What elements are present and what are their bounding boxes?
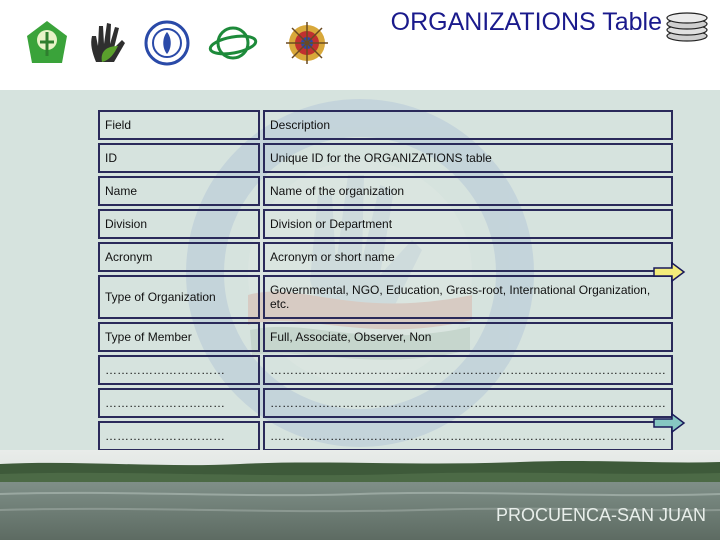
field-cell: ID <box>98 143 260 173</box>
description-cell: Acronym or short name <box>263 242 673 272</box>
description-cell: Governmental, NGO, Education, Grass-root, International Organization, etc. <box>263 275 673 319</box>
table-row <box>98 275 673 319</box>
landscape-photo <box>0 450 720 540</box>
description-cell: Name of the organization <box>263 176 673 206</box>
field-cell: Type of Organization <box>98 275 260 319</box>
table-row <box>98 322 673 352</box>
table-row <box>98 176 673 206</box>
footer-brand-text: PROCUENCA-SAN JUAN <box>495 505 706 525</box>
placeholder-description-cell: ……………………………………………………………………………………… <box>263 388 673 418</box>
right-arrow-icon[interactable] <box>652 262 686 282</box>
placeholder-description-cell: ……………………………………………………………………………………… <box>263 355 673 385</box>
description-cell: Unique ID for the ORGANIZATIONS table <box>263 143 673 173</box>
database-stack-icon <box>664 10 710 42</box>
right-arrow-icon[interactable] <box>652 413 686 433</box>
description-cell: Full, Associate, Observer, Non <box>263 322 673 352</box>
un-environment-emblem-icon <box>142 18 192 68</box>
column-header-description: Description <box>263 110 673 140</box>
placeholder-description-cell: ……………………………………………………………………………………… <box>263 421 673 451</box>
page-title: ORGANIZATIONS Table <box>390 8 662 36</box>
globe-orbit-icon <box>208 18 258 68</box>
table-row <box>98 242 673 272</box>
handprint-icon <box>82 18 132 68</box>
table-row <box>98 388 673 418</box>
column-header-field: Field <box>98 110 260 140</box>
field-cell: Type of Member <box>98 322 260 352</box>
header <box>0 0 720 90</box>
green-leaf-emblem-icon <box>22 18 72 68</box>
oas-emblem-icon <box>282 18 332 68</box>
table-row <box>98 355 673 385</box>
content-panel <box>0 90 720 450</box>
table-row <box>98 421 673 451</box>
table-header-row <box>98 110 673 140</box>
table-row <box>98 143 673 173</box>
description-cell: Division or Department <box>263 209 673 239</box>
placeholder-field-cell: ………………………… <box>98 421 260 451</box>
arrow-contact-shape <box>654 414 684 432</box>
table-row <box>98 209 673 239</box>
placeholder-field-cell: ………………………… <box>98 388 260 418</box>
placeholder-field-cell: ………………………… <box>98 355 260 385</box>
arrow-organization-shape <box>654 263 684 281</box>
field-cell: Name <box>98 176 260 206</box>
field-cell: Acronym <box>98 242 260 272</box>
organizations-table <box>95 107 676 487</box>
field-cell: Division <box>98 209 260 239</box>
